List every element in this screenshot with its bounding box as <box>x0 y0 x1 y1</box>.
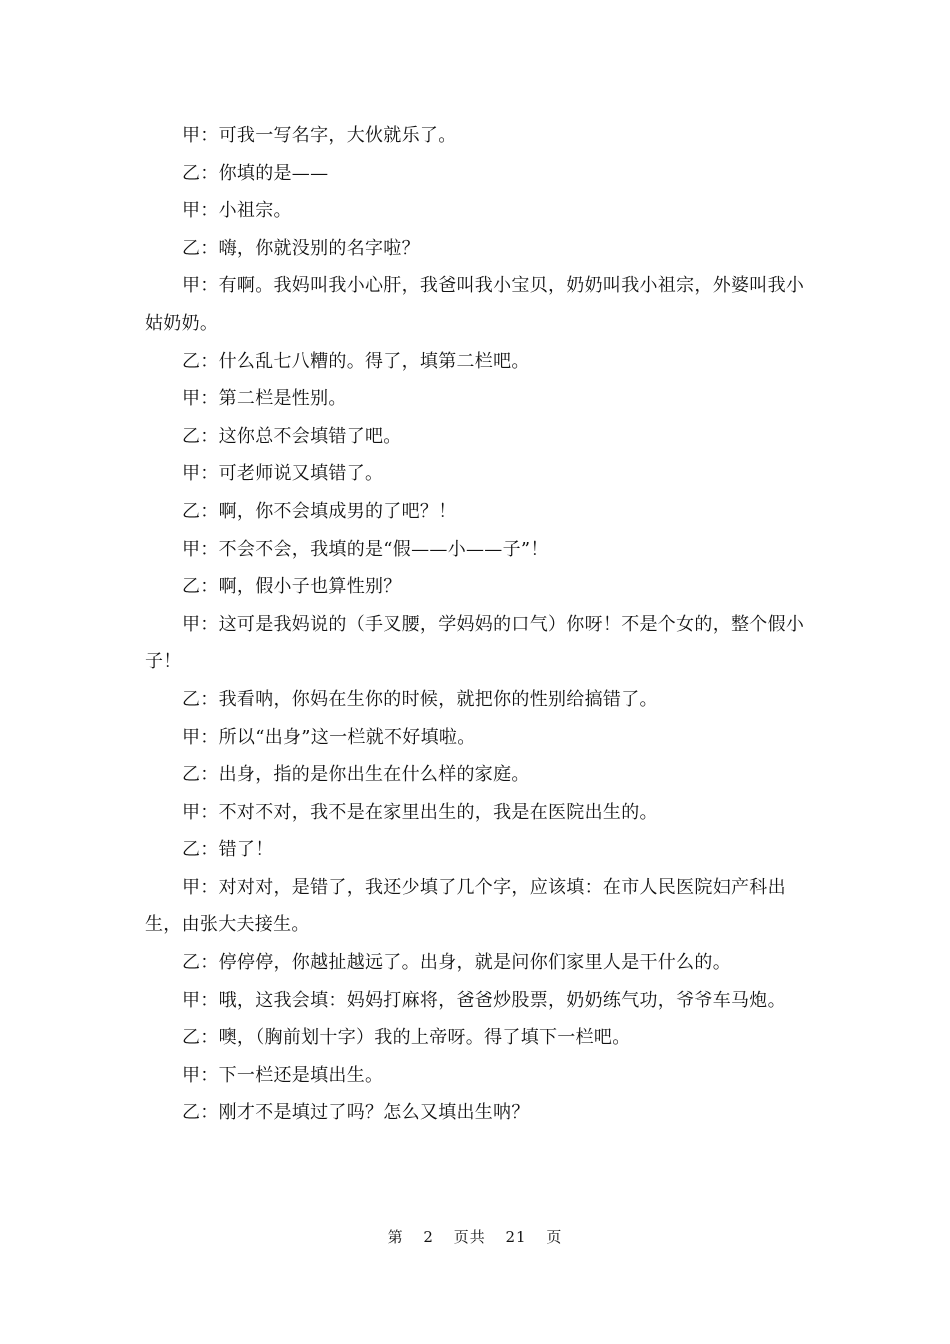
dialogue-line: 甲：所以“出身”这一栏就不好填啦。 <box>182 726 476 748</box>
footer-total-pages: 21 <box>505 1228 527 1246</box>
dialogue-line: 甲：哦，这我会填：妈妈打麻将，爸爸炒股票，奶奶练气功，爷爷车马炮。 <box>182 989 786 1011</box>
dialogue-line: 乙：这你总不会填错了吧。 <box>182 425 402 447</box>
dialogue-line: 乙：我看呐，你妈在生你的时候，就把你的性别给搞错了。 <box>182 688 658 710</box>
dialogue-line: 乙：嗨，你就没别的名字啦？ <box>182 237 420 259</box>
footer-middle: 页共 <box>453 1228 486 1246</box>
dialogue-line: 甲：可老师说又填错了。 <box>182 463 384 485</box>
dialogue-line: 甲：不对不对，我不是在家里出生的，我是在医院出生的。 <box>182 801 658 823</box>
dialogue-line: 甲：下一栏还是填出生。 <box>182 1064 384 1086</box>
dialogue-line: 甲：第二栏是性别。 <box>182 388 347 410</box>
dialogue-line: 甲：对对对，是错了，我还少填了几个字，应该填：在市人民医院妇产科出生，由张大夫接生。 <box>145 876 786 936</box>
footer-current-page: 2 <box>423 1228 434 1246</box>
dialogue-line: 乙：刚才不是填过了吗？怎么又填出生呐？ <box>182 1102 530 1124</box>
footer-suffix: 页 <box>546 1228 563 1246</box>
dialogue-line: 乙：啊，假小子也算性别？ <box>182 576 402 598</box>
page-footer <box>0 1226 950 1247</box>
dialogue-line: 乙：你填的是—— <box>182 162 329 184</box>
dialogue-line: 乙：错了！ <box>182 839 274 861</box>
dialogue-line: 乙：什么乱七八糟的。得了，填第二栏吧。 <box>182 350 530 372</box>
footer-prefix: 第 <box>387 1228 404 1246</box>
dialogue-line: 甲：小祖宗。 <box>182 200 292 222</box>
dialogue-body <box>145 117 805 1132</box>
dialogue-line: 乙：噢，（胸前划十字）我的上帝呀。得了填下一栏吧。 <box>182 1027 631 1049</box>
dialogue-line: 甲：这可是我妈说的（手叉腰，学妈妈的口气）你呀！不是个女的，整个假小子！ <box>145 613 805 673</box>
dialogue-line: 乙：停停停，你越扯越远了。出身，就是问你们家里人是干什么的。 <box>182 952 731 974</box>
dialogue-line: 乙：啊，你不会填成男的了吧？！ <box>182 500 457 522</box>
dialogue-line: 甲：有啊。我妈叫我小心肝，我爸叫我小宝贝，奶奶叫我小祖宗，外婆叫我小姑奶奶。 <box>145 275 805 334</box>
dialogue-line: 甲：不会不会，我填的是“假——小——子”！ <box>182 538 549 560</box>
dialogue-line: 甲：可我一写名字，大伙就乐了。 <box>182 125 457 146</box>
dialogue-line: 乙：出身，指的是你出生在什么样的家庭。 <box>182 764 530 786</box>
